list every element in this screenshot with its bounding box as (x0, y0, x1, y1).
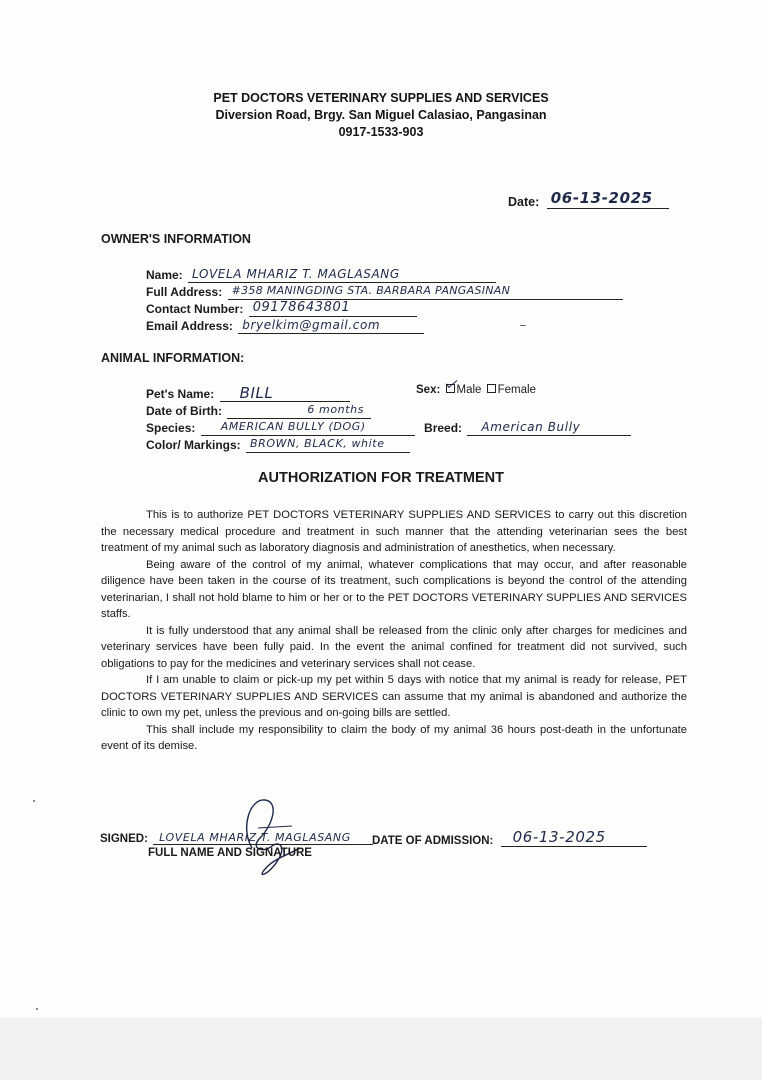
dob-value: 6 months (307, 403, 365, 416)
dob-field[interactable] (227, 402, 371, 419)
full-name-signature-label: FULL NAME AND SIGNATURE (148, 847, 312, 859)
species-value: AMERICAN BULLY (DOG) (220, 420, 366, 433)
authorization-paragraph: If I am unable to claim or pick-up my pet within 5 days with notice that my animal is ready for release, PET DOCTORS VETERINARY SUPPLIES AND SERVICES can assume that my animal is abandoned and authorize the clinic to own my pet, unless the previous and on-going bills are settled. (101, 674, 687, 719)
clinic-header (0, 90, 762, 141)
scan-bottom-band (0, 1018, 762, 1080)
signed-value: LOVELA MHARIZ T. MAGLASANG (159, 831, 351, 844)
clinic-address: Diversion Road, Brgy. San Miguel Calasiao, Pangasinan (215, 108, 547, 122)
owner-contact-label: Contact Number: (146, 302, 244, 316)
owner-address-label: Full Address: (146, 285, 223, 299)
color-field[interactable] (246, 436, 410, 453)
sex-label: Sex: (416, 384, 441, 396)
owner-address-value: #358 MANINGDING STA. BARBARA PANGASINAN (231, 284, 511, 297)
owner-address-field[interactable] (228, 283, 623, 300)
breed-field[interactable] (467, 419, 631, 436)
breed-label: Breed: (424, 421, 463, 435)
animal-section-title: ANIMAL INFORMATION: (101, 351, 245, 365)
authorization-body (101, 507, 687, 755)
scan-speck (33, 800, 35, 802)
owner-name-row (146, 266, 496, 283)
clinic-name: PET DOCTORS VETERINARY SUPPLIES AND SERVICES (213, 91, 549, 105)
scan-speck (520, 325, 526, 326)
dob-label: Date of Birth: (146, 404, 222, 418)
owner-section-title: OWNER'S INFORMATION (101, 232, 251, 246)
sex-female-checkbox[interactable] (487, 384, 496, 393)
signed-field[interactable] (153, 828, 373, 845)
admission-field[interactable] (501, 828, 647, 847)
species-label: Species: (146, 421, 196, 435)
admission-row (372, 828, 647, 847)
sex-row (416, 384, 536, 396)
owner-email-value: bryelkim@gmail.com (242, 318, 381, 332)
owner-contact-field[interactable] (249, 300, 417, 317)
clinic-phone: 0917-1533-903 (338, 125, 424, 139)
owner-name-field[interactable] (188, 266, 496, 283)
color-label: Color/ Markings: (146, 438, 241, 452)
color-row (146, 436, 410, 453)
scan-speck (36, 1008, 38, 1010)
signed-row (100, 828, 373, 845)
date-label: Date: (508, 195, 540, 209)
pet-name-value: BILL (239, 384, 274, 402)
color-value: BROWN, BLACK, white (250, 437, 385, 450)
owner-name-label: Name: (146, 268, 183, 282)
authorization-paragraph: This is to authorize PET DOCTORS VETERINARY SUPPLIES AND SERVICES to carry out this discretion the necessary medical procedure and treatment in such manner that the attending veterinarian sees the best treatment of my animal such as laboratory diagnosis and administration of anesthetics, when necessary. (101, 509, 687, 554)
authorization-paragraph: It is fully understood that any animal shall be released from the clinic only after charges for medicines and veterinary services have been fully paid. In the event the animal confined for treatment did not survived, such obligations to pay for the medicines and veterinary services shall not cease. (101, 624, 687, 670)
authorization-paragraph: This shall include my responsibility to claim the body of my animal 36 hours post-death in the unfortunate event of its demise. (101, 723, 687, 752)
sex-male-label: Male (456, 384, 482, 396)
pet-name-row (146, 385, 350, 402)
owner-contact-row (146, 300, 417, 317)
date-row (508, 188, 669, 209)
authorization-paragraph: Being aware of the control of my animal, whatever complications that may occur, and after reasonable diligence have been taken in the course of its treatment, such complications is beyond the control of the attending veterinarian, I shall not hold blame to him or her or to the PET DOCTORS VETERINARY SUPPLIES AND SERVICES staffs. (101, 558, 687, 620)
owner-name-value: LOVELA MHARIZ T. MAGLASANG (192, 267, 400, 281)
date-value: 06-13-2025 (550, 189, 653, 207)
dob-row (146, 402, 371, 419)
owner-address-row (146, 283, 623, 300)
species-field[interactable] (201, 419, 415, 436)
owner-email-field[interactable] (238, 317, 424, 334)
breed-value: American Bully (481, 420, 581, 434)
species-row (146, 419, 631, 436)
admission-label: DATE OF ADMISSION: (372, 835, 494, 847)
owner-email-label: Email Address: (146, 319, 233, 333)
owner-email-row (146, 317, 424, 334)
signed-label: SIGNED: (100, 833, 148, 845)
authorization-title: AUTHORIZATION FOR TREATMENT (258, 470, 504, 486)
pet-name-label: Pet's Name: (146, 387, 215, 401)
date-field[interactable] (547, 188, 669, 209)
pet-name-field[interactable] (220, 385, 350, 402)
admission-value: 06-13-2025 (512, 828, 606, 846)
sex-male-checkbox[interactable] (446, 384, 455, 393)
owner-contact-value: 09178643801 (252, 300, 351, 315)
sex-female-label: Female (497, 384, 536, 396)
